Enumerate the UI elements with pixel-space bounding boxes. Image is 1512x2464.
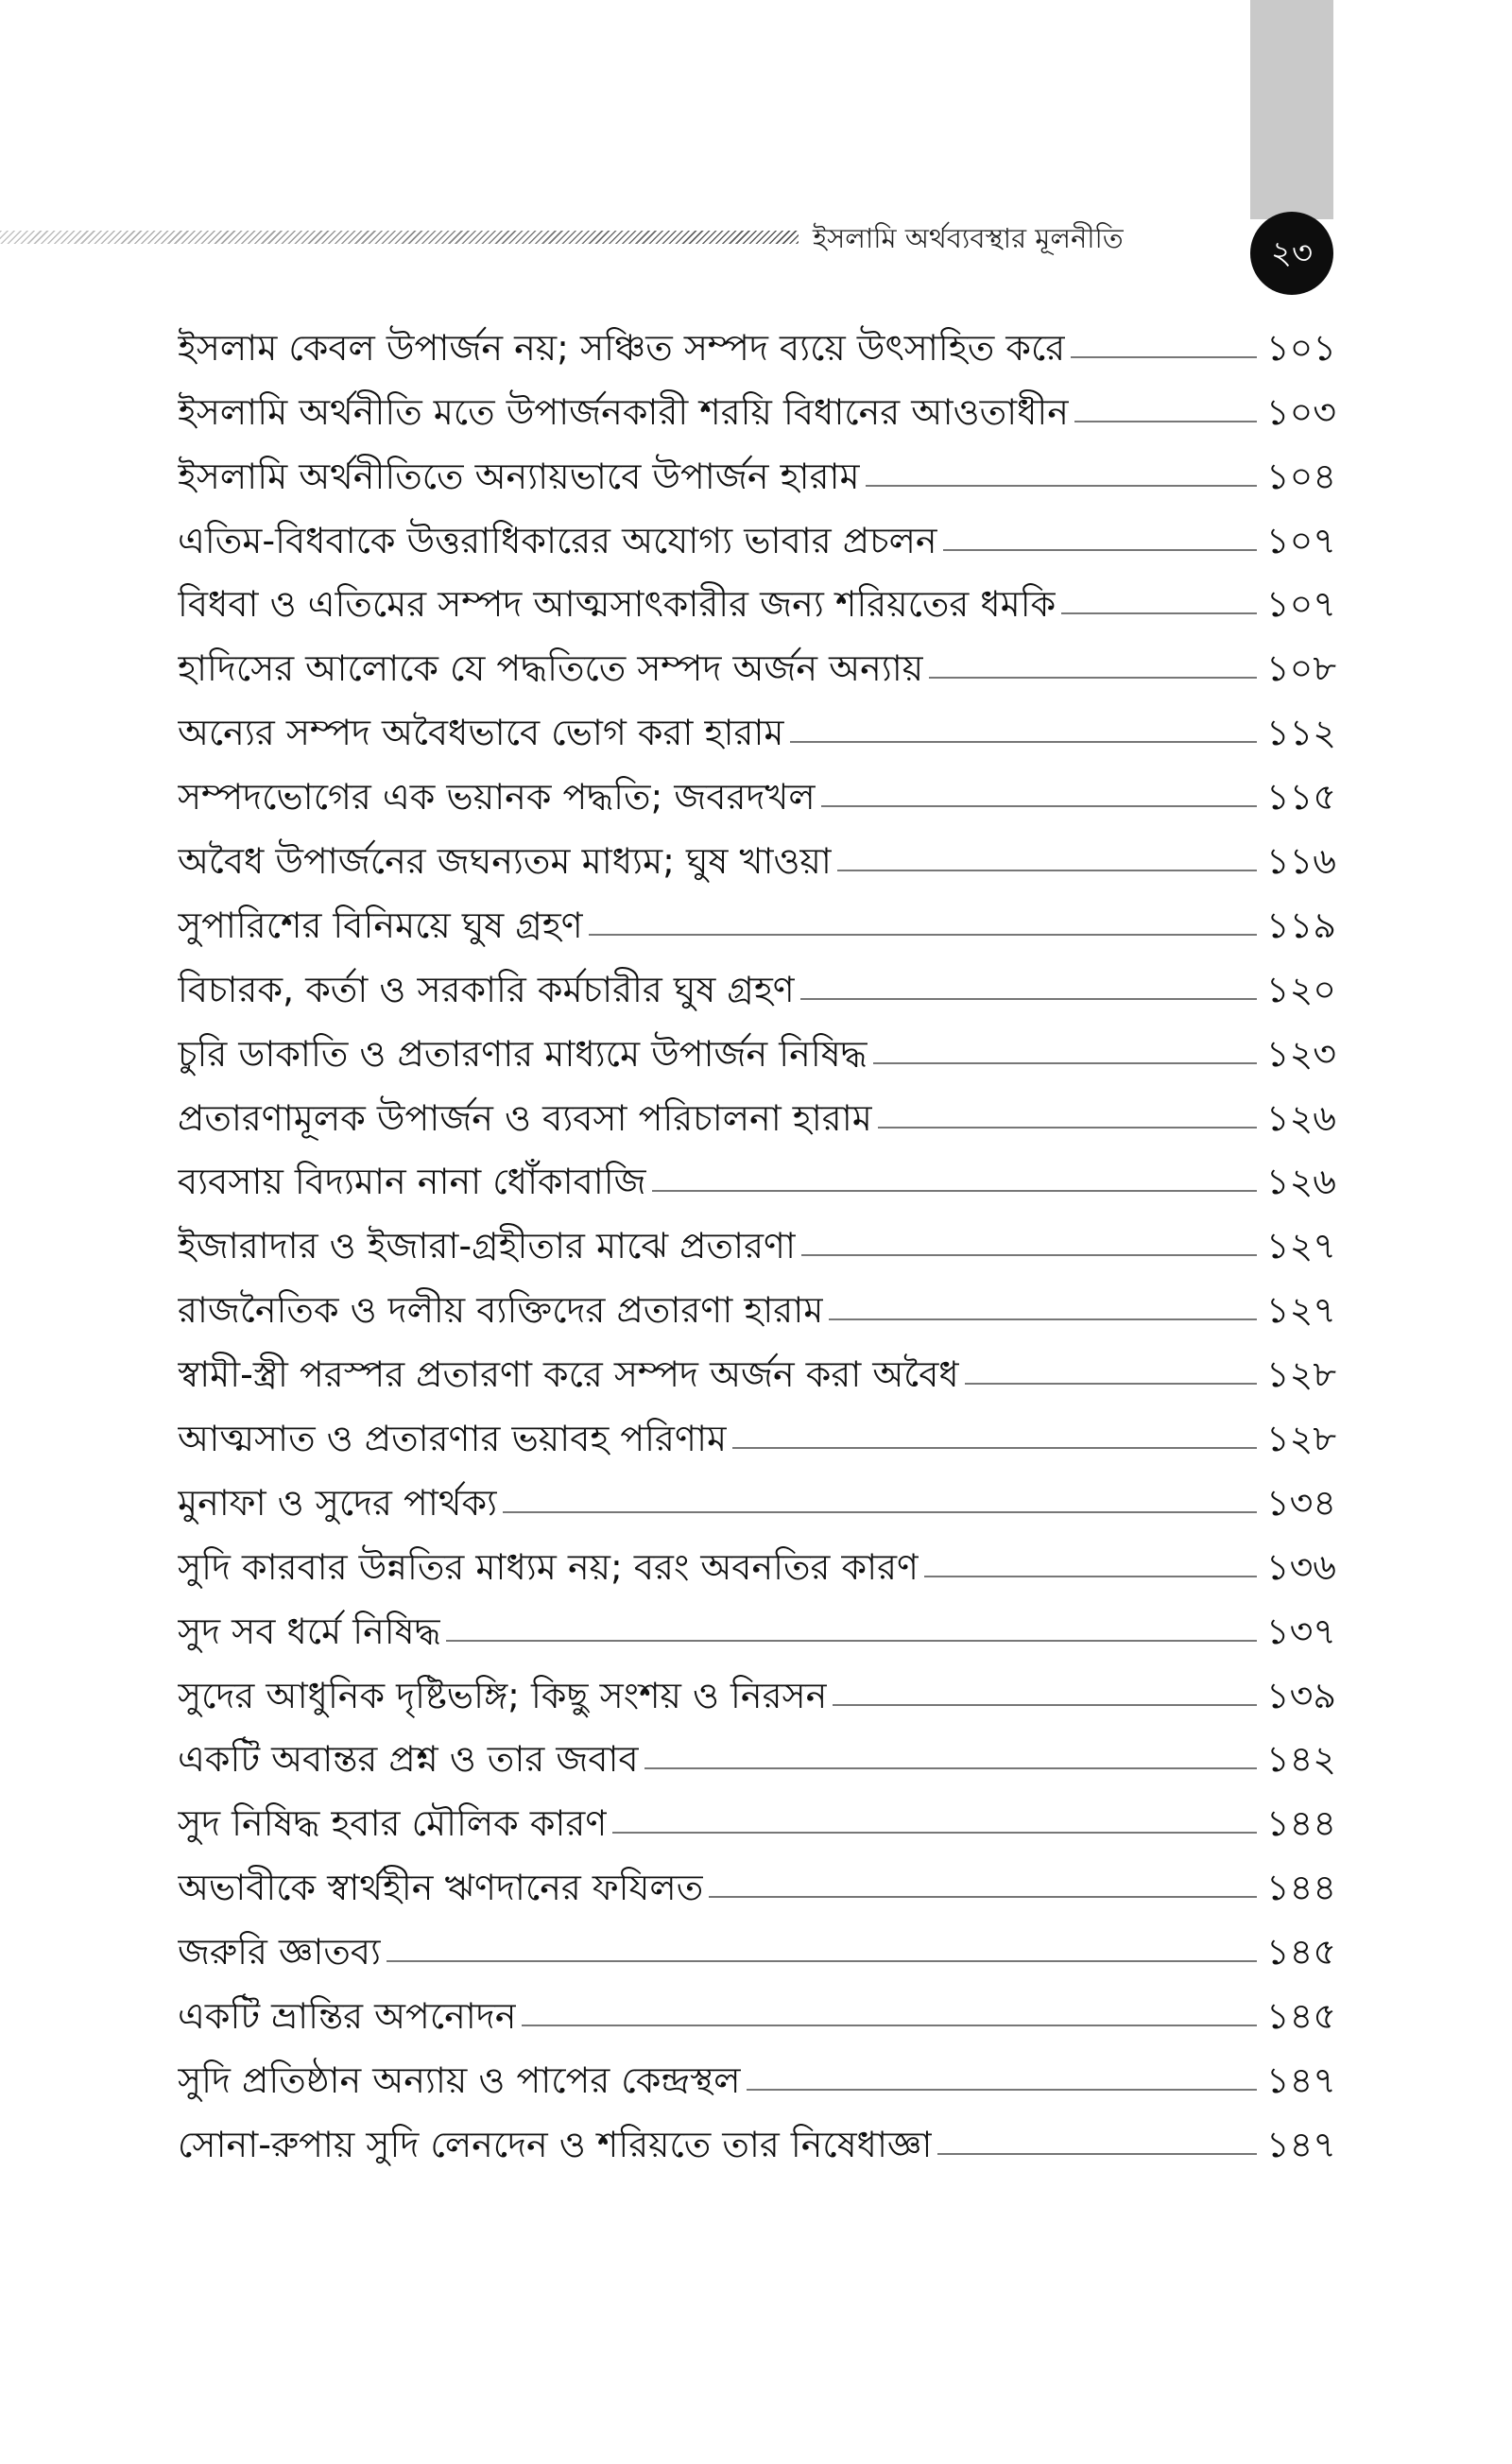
toc-entry[interactable] — [178, 1722, 1336, 1786]
toc-entry-page: ১০৪ — [1265, 455, 1336, 497]
toc-entry-title: সম্পদভোগের এক ভয়ানক পদ্ধতি; জবরদখল — [178, 776, 816, 818]
toc-entry-page: ১৪৪ — [1266, 1867, 1336, 1909]
toc-entry-title: বিচারক, কর্তা ও সরকারি কর্মচারীর ঘুষ গ্রহণ — [178, 968, 795, 1010]
table-of-contents — [178, 310, 1336, 2171]
toc-entry[interactable] — [178, 310, 1336, 374]
toc-entry-page: ১২৭ — [1265, 1289, 1336, 1332]
toc-entry[interactable] — [178, 439, 1336, 503]
toc-entry-page: ১১৬ — [1265, 840, 1336, 883]
toc-entry-page: ১৩৯ — [1265, 1674, 1336, 1716]
toc-entry-page: ১৩৬ — [1265, 1545, 1336, 1588]
toc-entry-title: অন্যের সম্পদ অবৈধভাবে ভোগ করা হারাম — [178, 712, 784, 754]
toc-entry-page: ১২৭ — [1265, 1225, 1336, 1267]
toc-entry-page: ১২৮ — [1265, 1353, 1336, 1396]
toc-leader-line — [1071, 356, 1257, 358]
toc-entry-page: ১৪২ — [1265, 1738, 1336, 1781]
toc-entry-title: ইসলামি অর্থনীতিতে অন্যায়ভাবে উপার্জন হারাম — [178, 455, 860, 497]
toc-entry[interactable] — [178, 1529, 1336, 1594]
toc-entry-title: সুদি কারবার উন্নতির মাধ্যম নয়; বরং অবনতির কারণ — [178, 1545, 919, 1588]
toc-entry-page: ১৪৭ — [1265, 2123, 1336, 2165]
toc-entry-page: ১২০ — [1265, 968, 1336, 1010]
toc-entry-page: ১৪৭ — [1265, 2059, 1336, 2101]
toc-entry-page: ১৪৪ — [1266, 1802, 1336, 1845]
toc-leader-line — [522, 2025, 1257, 2026]
toc-leader-line — [446, 1640, 1256, 1642]
toc-entry[interactable] — [178, 887, 1336, 952]
toc-leader-line — [644, 1767, 1257, 1769]
toc-entry-title: হাদিসের আলোকে যে পদ্ধতিতে সম্পদ অর্জন অন্যায় — [178, 647, 924, 690]
side-tab — [1250, 0, 1333, 219]
toc-leader-line — [732, 1447, 1257, 1449]
toc-entry-title: সুদের আধুনিক দৃষ্টিভঙ্গি; কিছু সংশয় ও নিরসন — [178, 1674, 828, 1716]
toc-entry[interactable] — [178, 1658, 1336, 1722]
toc-entry[interactable] — [178, 1080, 1336, 1145]
toc-entry-title: ব্যবসায় বিদ্যমান নানা ধোঁকাবাজি — [178, 1161, 646, 1203]
toc-leader-line — [790, 741, 1257, 743]
toc-entry[interactable] — [178, 1145, 1336, 1209]
toc-leader-line — [709, 1896, 1257, 1898]
page-number-badge: ২৩ — [1250, 212, 1333, 295]
toc-leader-line — [612, 1832, 1257, 1834]
toc-entry[interactable] — [178, 1208, 1336, 1272]
toc-entry-page: ১২৮ — [1265, 1418, 1336, 1460]
toc-entry-title: সুদি প্রতিষ্ঠান অন্যায় ও পাপের কেন্দ্রস্থল — [178, 2059, 741, 2101]
toc-entry-page: ১৩৪ — [1265, 1481, 1336, 1524]
toc-leader-line — [589, 934, 1257, 936]
toc-entry-title: ইসলামি অর্থনীতি মতে উপার্জনকারী শরয়ি বিধানের আওতাধীন — [178, 390, 1069, 433]
toc-entry[interactable] — [178, 1016, 1336, 1080]
toc-entry-page: ১২৬ — [1265, 1161, 1336, 1203]
toc-leader-line — [829, 1318, 1257, 1320]
toc-leader-line — [800, 998, 1257, 1000]
toc-entry[interactable] — [178, 759, 1336, 823]
toc-leader-line — [937, 2153, 1257, 2155]
toc-entry-page: ১২৬ — [1265, 1096, 1336, 1139]
toc-entry[interactable] — [178, 374, 1336, 439]
toc-entry[interactable] — [178, 1336, 1336, 1401]
toc-entry-page: ১১২ — [1265, 712, 1336, 754]
toc-entry-title: একটি ভ্রান্তির অপনোদন — [178, 1995, 517, 2038]
toc-entry[interactable] — [178, 1978, 1336, 2042]
toc-entry-title: সুদ সব ধর্মে নিষিদ্ধ — [178, 1610, 441, 1652]
toc-entry-title: ইসলাম কেবল উপার্জন নয়; সঞ্চিত সম্পদ ব্যয়ে উৎসাহিত করে — [178, 326, 1066, 369]
toc-entry-page: ১১৫ — [1266, 776, 1336, 818]
toc-leader-line — [1074, 421, 1257, 422]
toc-entry[interactable] — [178, 567, 1336, 631]
toc-leader-line — [965, 1383, 1257, 1385]
toc-entry-page: ১৩৭ — [1265, 1610, 1336, 1652]
toc-leader-line — [924, 1576, 1257, 1577]
header-rule — [0, 231, 799, 244]
toc-leader-line — [387, 1960, 1257, 1962]
toc-entry[interactable] — [178, 630, 1336, 695]
toc-entry-page: ১১৯ — [1266, 904, 1336, 946]
toc-entry-title: মুনাফা ও সুদের পার্থক্য — [178, 1481, 498, 1524]
toc-leader-line — [652, 1190, 1257, 1192]
toc-entry-title: চুরি ডাকাতি ও প্রতারণার মাধ্যমে উপার্জন নিষিদ্ধ — [178, 1032, 868, 1075]
toc-entry-title: সোনা-রুপায় সুদি লেনদেন ও শরিয়তে তার নিষেধাজ্ঞা — [178, 2123, 933, 2165]
toc-entry[interactable] — [178, 1914, 1336, 1978]
toc-entry[interactable] — [178, 503, 1336, 567]
toc-entry-page: ১৪৫ — [1266, 1995, 1336, 2038]
toc-entry[interactable] — [178, 823, 1336, 887]
toc-entry[interactable] — [178, 952, 1336, 1016]
toc-entry-title: একটি অবান্তর প্রশ্ন ও তার জবাব — [178, 1738, 639, 1781]
toc-leader-line — [747, 2089, 1257, 2091]
toc-entry[interactable] — [178, 1401, 1336, 1465]
toc-entry-page: ১২৩ — [1265, 1032, 1336, 1075]
toc-entry-page: ১০১ — [1265, 326, 1336, 369]
toc-entry-title: রাজনৈতিক ও দলীয় ব্যক্তিদের প্রতারণা হারাম — [178, 1289, 824, 1332]
toc-leader-line — [801, 1254, 1257, 1256]
running-title: ইসলামি অর্থব্যবস্থার মূলনীতি — [813, 222, 1124, 254]
toc-entry-title: আত্মসাত ও প্রতারণার ভয়াবহ পরিণাম — [178, 1418, 728, 1460]
toc-entry-title: সুদ নিষিদ্ধ হবার মৌলিক কারণ — [178, 1802, 608, 1845]
toc-entry-title: এতিম-বিধবাকে উত্তরাধিকারের অযোগ্য ভাবার প্রচলন — [178, 519, 937, 561]
toc-entry-page: ১০৭ — [1265, 519, 1336, 561]
toc-entry[interactable] — [178, 1465, 1336, 1529]
toc-entry-page: ১০৩ — [1265, 390, 1336, 433]
toc-leader-line — [1061, 612, 1257, 614]
toc-entry-title: অবৈধ উপার্জনের জঘন্যতম মাধ্যম; ঘুষ খাওয়া — [178, 840, 832, 883]
toc-entry[interactable] — [178, 1272, 1336, 1336]
toc-entry[interactable] — [178, 695, 1336, 759]
toc-entry-page: ১০৭ — [1265, 583, 1336, 626]
toc-entry-title: বিধবা ও এতিমের সম্পদ আত্মসাৎকারীর জন্য শরিয়তের ধমকি — [178, 583, 1057, 626]
toc-entry[interactable] — [178, 1594, 1336, 1658]
toc-entry-title: ইজারাদার ও ইজারা-গ্রহীতার মাঝে প্রতারণা — [178, 1225, 796, 1267]
toc-entry[interactable] — [178, 2107, 1336, 2171]
toc-leader-line — [878, 1127, 1257, 1129]
toc-entry[interactable] — [178, 1850, 1336, 1914]
toc-entry-title: সুপারিশের বিনিময়ে ঘুষ গ্রহণ — [178, 904, 583, 946]
toc-leader-line — [503, 1511, 1257, 1513]
toc-entry-title: স্বামী-স্ত্রী পরস্পর প্রতারণা করে সম্পদ অর্জন করা অবৈধ — [178, 1353, 959, 1396]
toc-entry-page: ১৪৫ — [1266, 1931, 1336, 1973]
toc-leader-line — [821, 805, 1257, 807]
toc-leader-line — [866, 485, 1257, 487]
toc-leader-line — [929, 677, 1257, 679]
toc-leader-line — [833, 1704, 1257, 1706]
toc-entry[interactable] — [178, 1785, 1336, 1850]
toc-leader-line — [943, 549, 1257, 551]
toc-entry-title: জরুরি জ্ঞাতব্য — [178, 1931, 382, 1973]
toc-leader-line — [837, 870, 1257, 871]
toc-entry-title: অভাবীকে স্বার্থহীন ঋণদানের ফযিলত — [178, 1867, 704, 1909]
toc-entry-page: ১০৮ — [1265, 647, 1336, 690]
toc-leader-line — [873, 1062, 1257, 1064]
toc-entry[interactable] — [178, 2042, 1336, 2107]
toc-entry-title: প্রতারণামূলক উপার্জন ও ব্যবসা পরিচালনা হারাম — [178, 1096, 872, 1139]
